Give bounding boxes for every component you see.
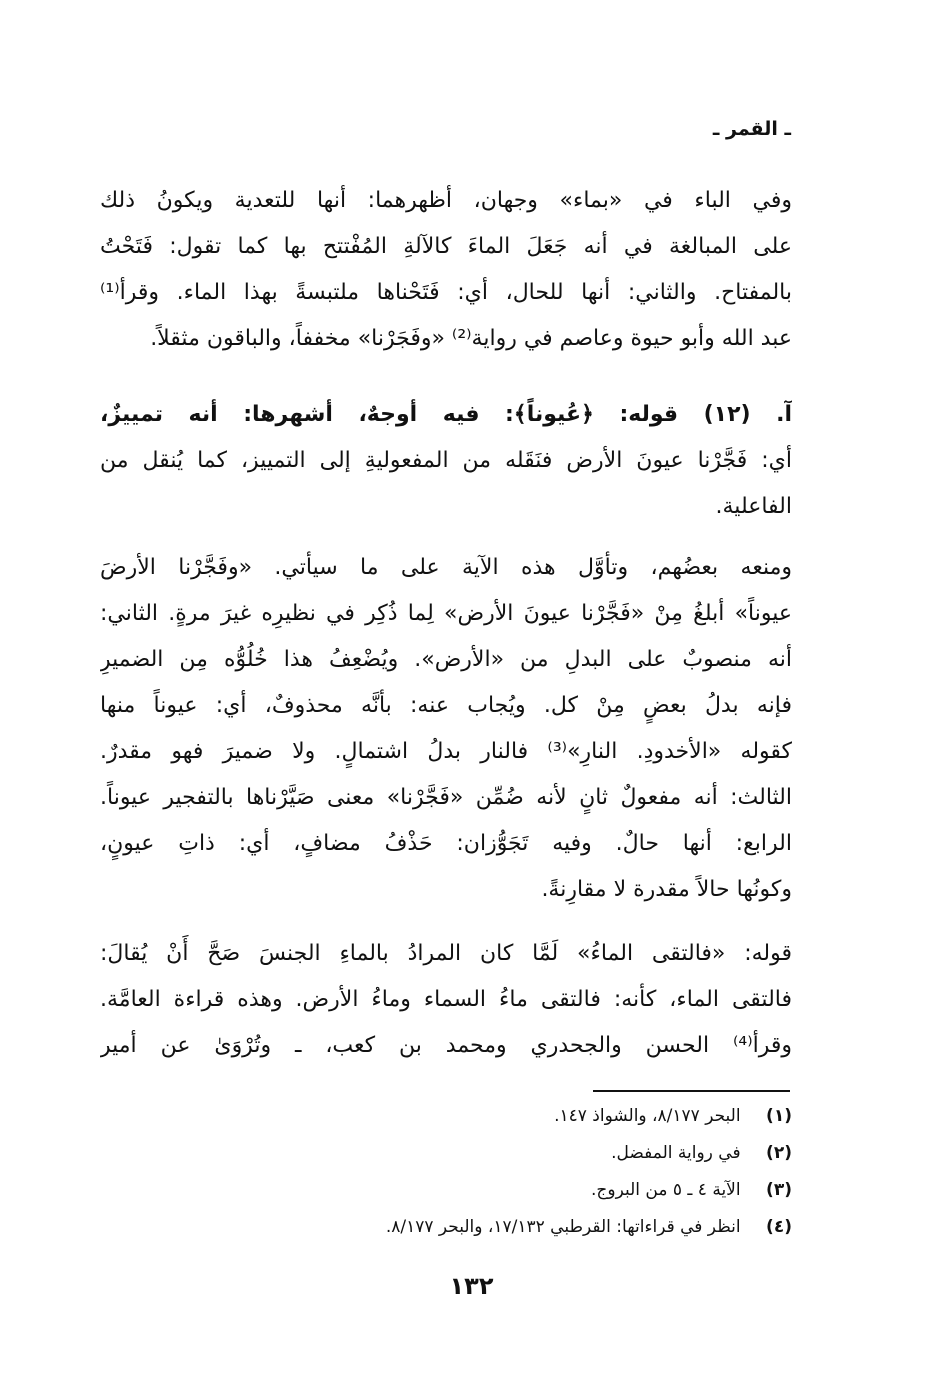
footnote-number: (١): [766, 1106, 792, 1126]
running-header: ـ القمر ـ: [712, 118, 791, 140]
text-line: كقوله «الأخدودِ. النارِ»⁽³⁾ فالنار بدلُ اشتمالٍ. ولا ضميرَ فهو مقدرٌ.: [100, 739, 792, 764]
footnote-number: (٣): [766, 1180, 792, 1200]
footnote-text: الآية ٤ ـ ٥ من البروج.: [590, 1180, 741, 1200]
page-number: ١٣٢: [449, 1272, 494, 1300]
footnote: [250, 1135, 792, 1172]
text-line: أي: فَجَّرْنا عيونَ الأرض فنَقَله من المفعوليةِ إلى التمييز، كما يُنقل من: [100, 448, 792, 473]
footnote: [250, 1172, 792, 1209]
footnote-text: البحر ٨/١٧٧، والشواذ ١٤٧.: [554, 1106, 741, 1126]
text-line: على المبالغة في أنه جَعَلَ الماءَ كالآلةِ المُفْتتح بها كما تقول: فَتَحْتُ: [100, 234, 792, 259]
footnote-divider: [593, 1090, 790, 1092]
footnote-number: (٤): [766, 1217, 792, 1237]
text-line: وقرأ⁽⁴⁾ الحسن والجحدري ومحمد بن كعب، ـ وتُرْوَىٰ عن أمير: [100, 1033, 792, 1058]
paragraph: [100, 545, 792, 913]
text-line: بالمفتاح. والثاني: أنها للحال، أي: فَتَحْناها ملتبسةً بهذا الماء. وقرأ⁽¹⁾: [100, 280, 792, 305]
text-line: الثالث: أنه مفعولٌ ثانٍ لأنه ضُمِّن «فَجَّرْنا» معنى صَيَّرْناها بالتفجير عيوناً.: [100, 785, 792, 810]
text-line: فإنه بدلُ بعضٍ مِنْ كل. ويُجاب عنه: بأنَّه محذوفٌ، أي: عيوناً منها: [100, 693, 792, 718]
verse-heading-line: آ. (١٢) قوله: ﴿عُيوناً﴾: فيه أوجهٌ، أشهرها: أنه تمييزٌ،: [100, 402, 792, 427]
paragraph: [100, 931, 792, 1069]
text-line: وفي الباء في «بماء» وجهان، أظهرهما: أنها للتعدية ويكونُ ذلك: [100, 188, 792, 213]
text-line: أنه منصوبٌ على البدلِ من «الأرض». ويُضْعِفُ هذا خُلُوُّه مِن الضميرِ: [100, 647, 792, 672]
text-line: فالتقى الماء، كأنه: فالتقى ماءُ السماء وماءُ الأرض. وهذه قراءة العامَّة.: [100, 987, 792, 1012]
text-line: وكونُها حالاً مقدرة لا مقارِنةً.: [541, 877, 792, 902]
paragraph: [100, 392, 792, 530]
footnote-text: انظر في قراءاتها: القرطبي ١٧/١٣٢، والبحر ٨/١٧٧.: [385, 1217, 741, 1237]
text-line: عبد الله وأبو حيوة وعاصم في رواية⁽²⁾ «وفَجَرْنا» مخففاً، والباقون مثقلاً.: [150, 326, 792, 351]
text-line: قوله: «فالتقى الماءُ» لَمَّا كان المرادُ بالماءِ الجنسَ صَحَّ أَنْ يُقالَ:: [100, 941, 792, 966]
paragraph: [100, 178, 792, 362]
footnotes: [250, 1098, 792, 1246]
footnote-number: (٢): [766, 1143, 792, 1163]
text-line: عيوناً» أبلغُ مِنْ «فَجَّرْنا عيونَ الأرض» لِما ذُكِر في نظيرِه غيرَ مرةٍ. الثاني:: [100, 601, 792, 626]
footnote: [250, 1098, 792, 1135]
text-line: الفاعلية.: [715, 494, 792, 519]
text-line: الرابع: أنها حالٌ. وفيه تَجَوُّزان: حَذْفُ مضافٍ، أي: ذاتِ عيونٍ،: [100, 831, 792, 856]
footnote-text: في رواية المفضل.: [611, 1143, 741, 1163]
text-line: ومنعه بعضُهم، وتأوَّل هذه الآية على ما سيأتي. «وفَجَّرْنا الأرضَ: [100, 555, 792, 580]
footnote: [250, 1209, 792, 1246]
